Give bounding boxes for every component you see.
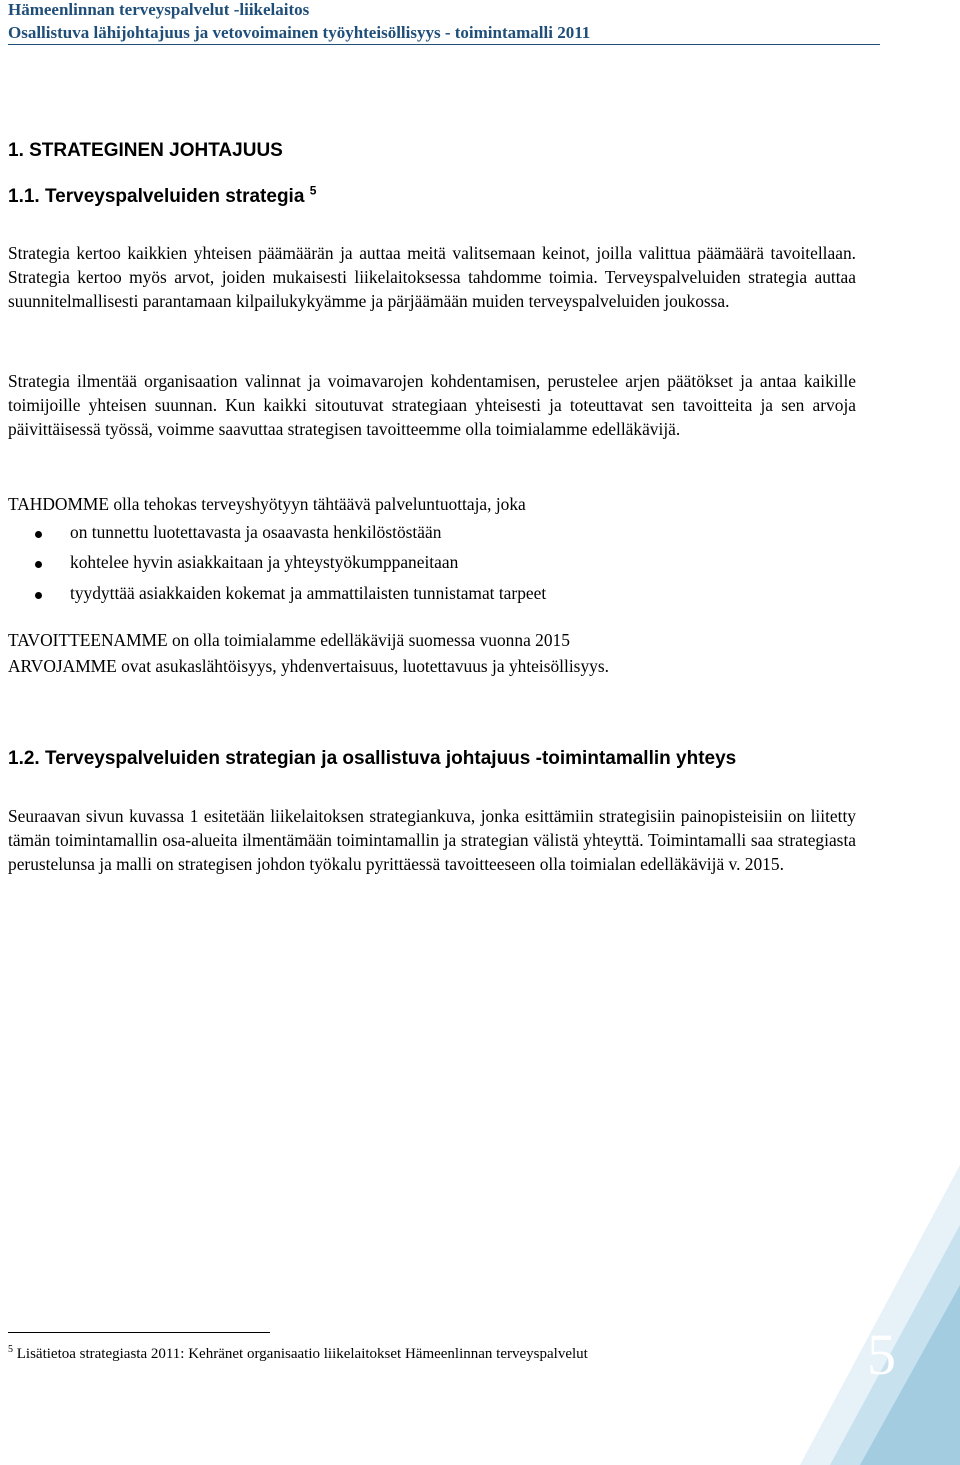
bullet-icon (35, 531, 42, 538)
footnote-text: Lisätietoa strategiasta 2011: Kehränet organisaatio liikelaitokset Hämeenlinnan terveyspalvelut (13, 1346, 588, 1362)
page-number: 5 (867, 1322, 896, 1387)
header-rule (8, 44, 880, 45)
paragraph-strategy-link: Seuraavan sivun kuvassa 1 esitetään liikelaitoksen strategiankuva, jonka esittämiin strategisiin painopisteisiin on liitetty tämän toimintamallin osa-alueita ilmentämään toimintamallin ja strategian välistä yhteyttä. Toimintamalli saa strategiasta perustelunsa ja malli on strategisen johdon työkalu pyrittäessä tavoitteeseen olla toimialan edelläkävijä v. 2015. (8, 806, 856, 874)
bullet-item: on tunnettu luotettavasta ja osaavasta henkilöstöstään (70, 522, 442, 542)
subsection-heading-text: 1.1. Terveyspalveluiden strategia (8, 186, 305, 207)
tahdomme-intro: TAHDOMME olla tehokas terveyshyötyyn tähtäävä palveluntuottaja, joka (8, 494, 526, 514)
bullet-item: kohtelee hyvin asiakkaitaan ja yhteystyökumppaneitaan (70, 552, 459, 572)
subsection-heading-2: 1.2. Terveyspalveluiden strategian ja osallistuva johtajuus -toimintamallin yhteys (8, 748, 737, 769)
bullet-icon (35, 592, 42, 599)
values-statement: ARVOJAMME ovat asukaslähtöisyys, yhdenvertaisuus, luotettavuus ja yhteisöllisyys. (8, 656, 609, 676)
bullet-item: tyydyttää asiakkaiden kokemat ja ammattilaisten tunnistamat tarpeet (70, 583, 547, 603)
paragraph-strategy-direction: Strategia ilmentää organisaation valinnat ja voimavarojen kohdentamisen, perustelee arjen päätökset ja antaa kaikille toimijoille yhteisen suunnan. Kun kaikki sitoutuvat strategiaan yhteisesti ja toteuttavat sen tavoitteita ja sen arvoja päivittäisessä työssä, voimme saavuttaa strategisen tavoitteemme olla toimialamme edelläkävijä. (8, 371, 856, 439)
document-header-org: Hämeenlinnan terveyspalvelut -liikelaitos (8, 0, 310, 19)
page-corner-decoration (800, 1165, 960, 1465)
document-header-title: Osallistuva lähijohtajuus ja vetovoimainen työyhteisöllisyys - toimintamalli 2011 (8, 23, 591, 42)
bullet-icon (35, 561, 42, 568)
footnote-reference: 5 (309, 183, 317, 198)
subsection-heading (8, 183, 317, 208)
footnote-mark: 5 (8, 1344, 13, 1355)
section-heading: 1. STRATEGINEN JOHTAJUUS (8, 140, 283, 161)
goal-statement: TAVOITTEENAMME on olla toimialamme edelläkävijä suomessa vuonna 2015 (8, 630, 570, 650)
footnote-rule (8, 1332, 270, 1333)
footnote (8, 1346, 588, 1363)
paragraph-strategy-intro: Strategia kertoo kaikkien yhteisen päämäärän ja auttaa meitä valitsemaan keinot, joilla valittua päämäärä tavoitellaan. Strategia kertoo myös arvot, joiden mukaisesti liikelaitoksessa tahdomme toimia. Terveyspalveluiden strategia auttaa suunnitelmallisesti parantamaan kilpailukykyämme ja pärjäämään muiden terveyspalveluiden joukossa. (8, 243, 856, 311)
